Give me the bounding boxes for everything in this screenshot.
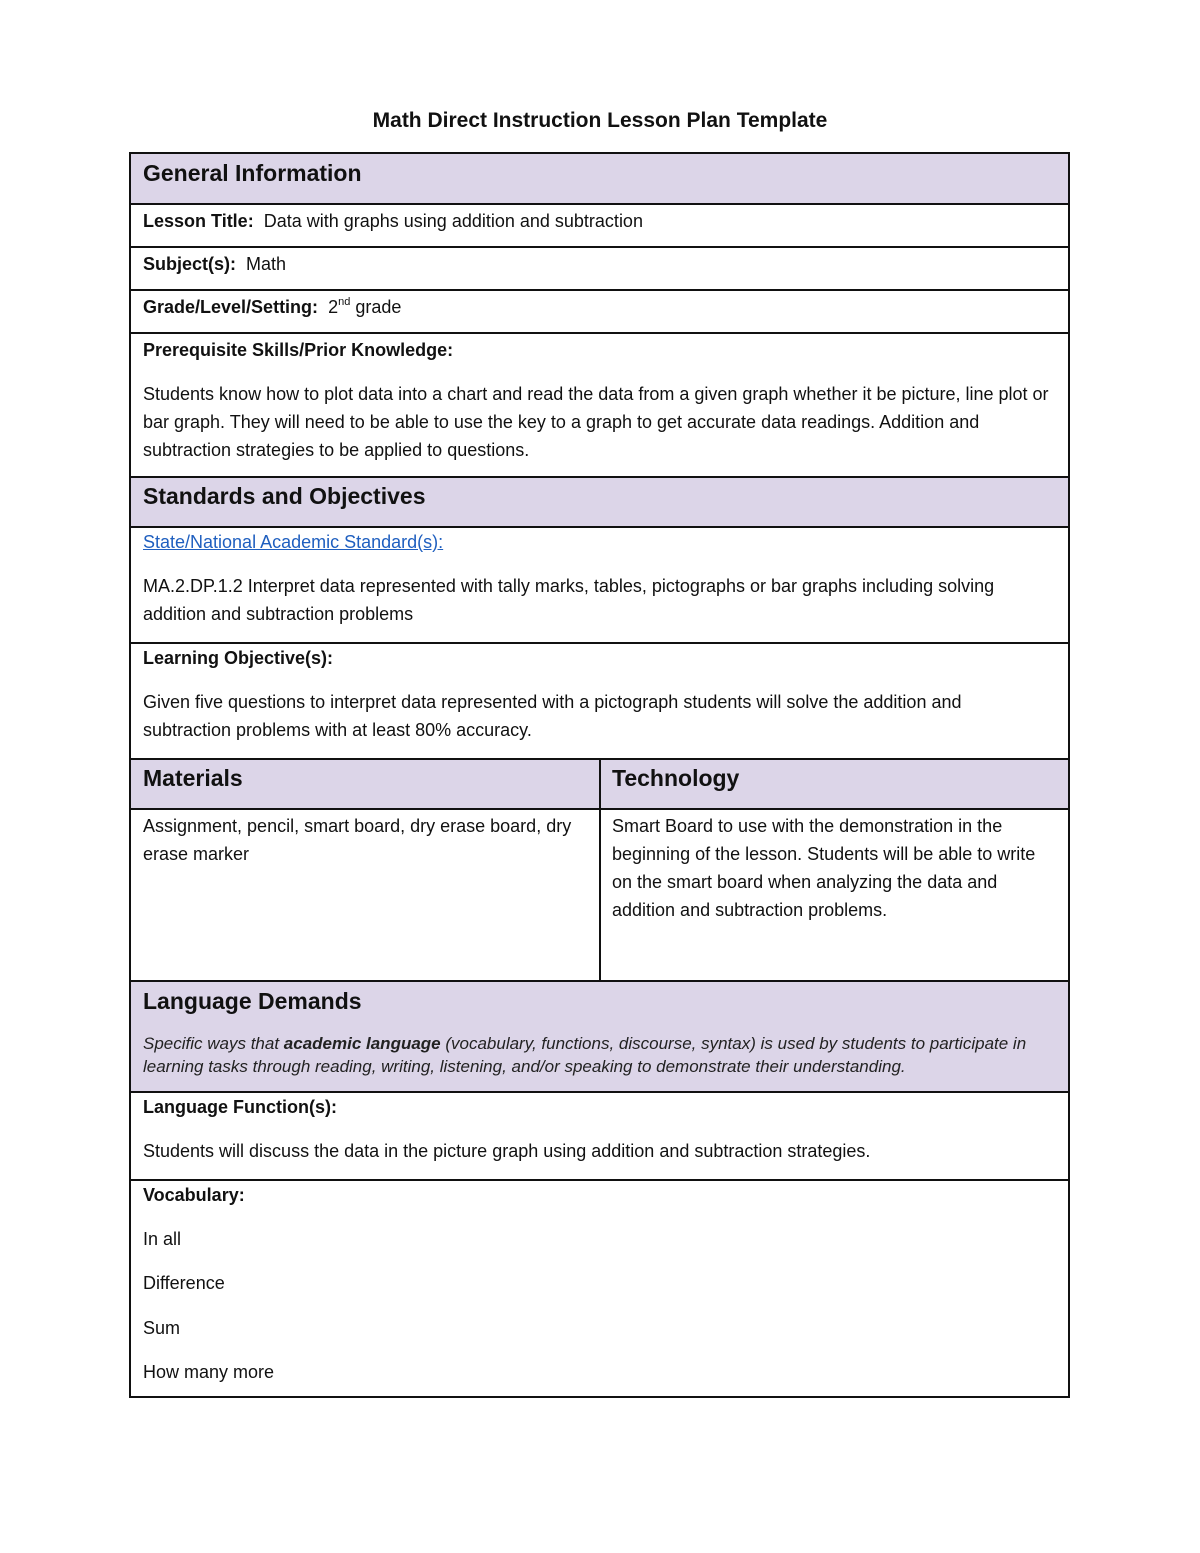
prerequisite-text: Students know how to plot data into a chart and read the data from a given graph whether it be picture, line plot or bar graph. They will need to be able to use the key to a graph to get accurate data readings. Addition and subtraction strategies to be applied to questions. (143, 384, 1049, 460)
column-divider (599, 760, 601, 980)
general-information-heading: General Information (143, 160, 362, 186)
lesson-title-label: Lesson Title: (143, 211, 254, 231)
grade-row (131, 291, 1068, 332)
grade-number: 2 (328, 297, 339, 317)
grade-word: grade (355, 297, 402, 317)
vocabulary-row (131, 1181, 1068, 1396)
subjects-row (131, 248, 1068, 289)
lesson-title-value: Data with graphs using addition and subtraction (263, 211, 643, 231)
technology-text: Smart Board to use with the demonstration in the beginning of the lesson. Students will be able to write on the smart board when analyzing the data and addition and subtraction problems. (612, 816, 1036, 920)
subjects-value: Math (246, 254, 287, 274)
vocabulary-item: In all (143, 1229, 182, 1249)
subjects-label: Subject(s): (143, 254, 237, 274)
lesson-plan-table (129, 152, 1070, 1398)
vocabulary-item: Difference (143, 1273, 225, 1293)
vocabulary-item: Sum (143, 1318, 181, 1338)
prerequisite-row (131, 334, 1068, 476)
prerequisite-label: Prerequisite Skills/Prior Knowledge: (143, 340, 454, 360)
language-demands-heading: Language Demands (143, 988, 362, 1014)
language-function-label: Language Function(s): (143, 1097, 337, 1117)
document-title: Math Direct Instruction Lesson Plan Template (372, 109, 828, 132)
standards-heading: Standards and Objectives (143, 483, 426, 509)
technology-heading: Technology (612, 765, 740, 791)
language-demands-description: Specific ways that academic language (vocabulary, functions, discourse, syntax) is used by students to participate in learning tasks through reading, writing, listening, and/or speaking to demonstrate their understanding. (143, 1034, 1027, 1076)
materials-heading: Materials (143, 765, 243, 791)
standard-row (131, 528, 1068, 642)
standard-link[interactable]: State/National Academic Standard(s): (143, 532, 444, 552)
standard-text: MA.2.DP.1.2 Interpret data represented with tally marks, tables, pictographs or bar graphs including solving addition and subtraction problems (143, 576, 995, 624)
language-function-text: Students will discuss the data in the picture graph using addition and subtraction strategies. (143, 1141, 871, 1161)
grade-label: Grade/Level/Setting: (143, 297, 319, 317)
materials-text: Assignment, pencil, smart board, dry erase board, dry erase marker (143, 816, 572, 864)
learning-objective-row (131, 644, 1068, 758)
lesson-title-row (131, 205, 1068, 246)
learning-objective-label: Learning Objective(s): (143, 648, 334, 668)
learning-objective-text: Given five questions to interpret data represented with a pictograph students will solve the addition and subtraction problems with at least 80% accuracy. (143, 692, 962, 740)
language-function-row (131, 1093, 1068, 1179)
standards-header-row (131, 478, 1068, 526)
language-demands-header-row (131, 982, 1068, 1091)
grade-suffix: nd (338, 296, 351, 308)
vocabulary-item: How many more (143, 1362, 275, 1382)
general-information-header-row (131, 154, 1068, 203)
vocabulary-label: Vocabulary: (143, 1185, 245, 1205)
